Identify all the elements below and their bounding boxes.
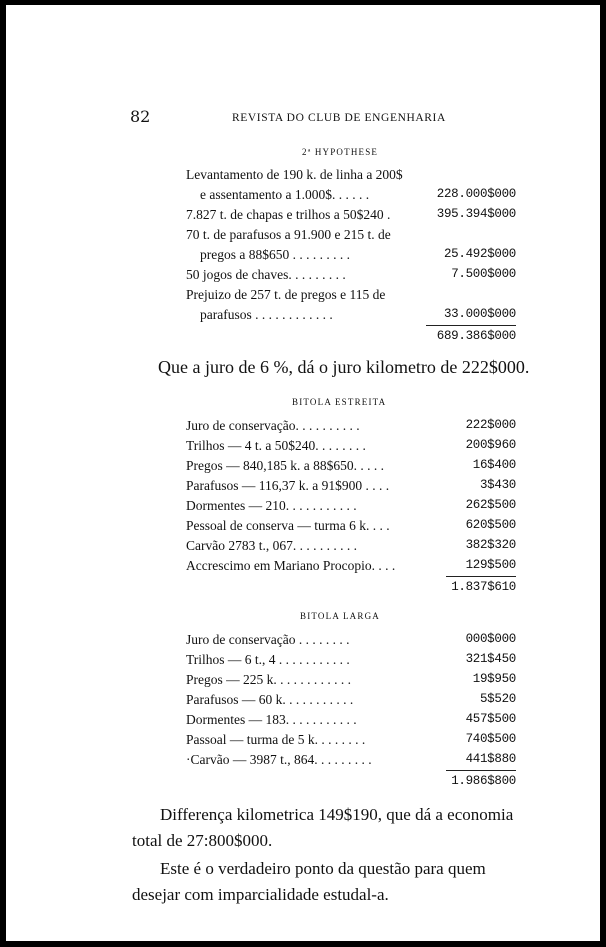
row-label: e assentamento a 1.000$. . . . . . (200, 187, 370, 202)
row-value: 382$320 (465, 538, 516, 552)
row-label: Pregos — 840,185 k. a 88$650. . . . . (186, 458, 384, 473)
row-value: 620$500 (465, 518, 516, 532)
row-label: Accrescimo em Mariano Procopio. . . . (186, 558, 396, 573)
row-value: 19$950 (472, 672, 516, 686)
page-number: 82 (130, 107, 151, 126)
table-row (186, 167, 516, 187)
table-row (186, 558, 516, 578)
row-value: 25.492$000 (443, 247, 516, 261)
running-title: REVISTA DO CLUB DE ENGENHARIA (232, 112, 446, 124)
row-value: 33.000$000 (443, 307, 516, 321)
closing-line-2: total de 27:800$000. (132, 831, 273, 850)
row-label: pregos a 88$650 . . . . . . . . . (200, 247, 350, 262)
row-label: 50 jogos de chaves. . . . . . . . . (186, 267, 346, 282)
row-label: Pessoal de conserva — turma 6 k. . . . (186, 518, 390, 533)
bitola-estreita-total: 1.837$610 (451, 580, 516, 594)
row-value: 740$500 (465, 732, 516, 746)
row-value: 228.000$000 (436, 187, 516, 201)
row-value: 5$520 (479, 692, 516, 706)
table-row (186, 632, 516, 652)
table-row (186, 247, 516, 267)
sum-rule (426, 325, 516, 326)
closing-line-1: Differença kilometrica 149$190, que dá a economia (160, 805, 514, 824)
bitola-larga-title: BITOLA LARGA (300, 611, 380, 621)
row-value: 000$000 (465, 632, 516, 646)
table-row (186, 732, 516, 752)
sum-rule (446, 576, 516, 577)
juro-sentence: Que a juro de 6 %, dá o juro kilometro de 222$000. (158, 357, 530, 377)
book-page (6, 5, 600, 941)
closing-line-4: desejar com imparcialidade estudal-a. (132, 885, 389, 904)
row-value: 395.394$000 (436, 207, 516, 221)
row-label: Dormentes — 210. . . . . . . . . . . (186, 498, 357, 513)
table-row (186, 538, 516, 558)
table-row (186, 672, 516, 692)
row-value: 222$000 (465, 418, 516, 432)
table-row (186, 438, 516, 458)
row-value: 457$500 (465, 712, 516, 726)
row-label: Dormentes — 183. . . . . . . . . . . (186, 712, 357, 727)
row-label: Juro de conservação. . . . . . . . . . (186, 418, 360, 433)
table-row (186, 478, 516, 498)
row-label: 7.827 t. de chapas e trilhos a 50$240 . (186, 207, 391, 222)
row-label: Parafusos — 60 k. . . . . . . . . . . (186, 692, 354, 707)
bitola-larga-total: 1.986$800 (451, 774, 516, 788)
table-row (186, 458, 516, 478)
table-row (186, 267, 516, 287)
table-row (186, 227, 516, 247)
table-row (186, 418, 516, 438)
row-label: Prejuizo de 257 t. de pregos e 115 de (186, 287, 386, 302)
table-row (186, 752, 516, 772)
row-value: 7.500$000 (451, 267, 516, 281)
row-label: Levantamento de 190 k. de linha a 200$ (186, 167, 403, 182)
sum-rule (446, 770, 516, 771)
table-row (186, 498, 516, 518)
row-value: 129$500 (465, 558, 516, 572)
row-label: parafusos . . . . . . . . . . . . (200, 307, 333, 322)
row-value: 441$880 (465, 752, 516, 766)
row-value: 321$450 (465, 652, 516, 666)
row-value: 262$500 (465, 498, 516, 512)
hypothese-total: 689.386$000 (436, 329, 516, 343)
row-label: Pregos — 225 k. . . . . . . . . . . . (186, 672, 351, 687)
table-row (186, 207, 516, 227)
table-row (186, 287, 516, 307)
table-row (186, 518, 516, 538)
closing-line-3: Este é o verdadeiro ponto da questão para quem (160, 859, 486, 878)
row-label: Trilhos — 4 t. a 50$240. . . . . . . . (186, 438, 366, 453)
table-row (186, 692, 516, 712)
table-row (186, 187, 516, 207)
row-label: Trilhos — 6 t., 4 . . . . . . . . . . . (186, 652, 350, 667)
table-row (186, 712, 516, 732)
table-row (186, 307, 516, 327)
hypothese-title: 2ª HYPOTHESE (302, 147, 379, 157)
row-label: Parafusos — 116,37 k. a 91$900 . . . . (186, 478, 390, 493)
table-row (186, 652, 516, 672)
row-label: ·Carvão — 3987 t., 864. . . . . . . . . (186, 752, 372, 767)
row-value: 3$430 (479, 478, 516, 492)
row-label: Carvão 2783 t., 067. . . . . . . . . . (186, 538, 357, 553)
row-label: 70 t. de parafusos a 91.900 e 215 t. de (186, 227, 391, 242)
row-value: 200$960 (465, 438, 516, 452)
row-label: Passoal — turma de 5 k. . . . . . . . (186, 732, 366, 747)
bitola-estreita-title: BITOLA ESTREITA (292, 397, 387, 407)
row-value: 16$400 (472, 458, 516, 472)
row-label: Juro de conservação . . . . . . . . (186, 632, 350, 647)
